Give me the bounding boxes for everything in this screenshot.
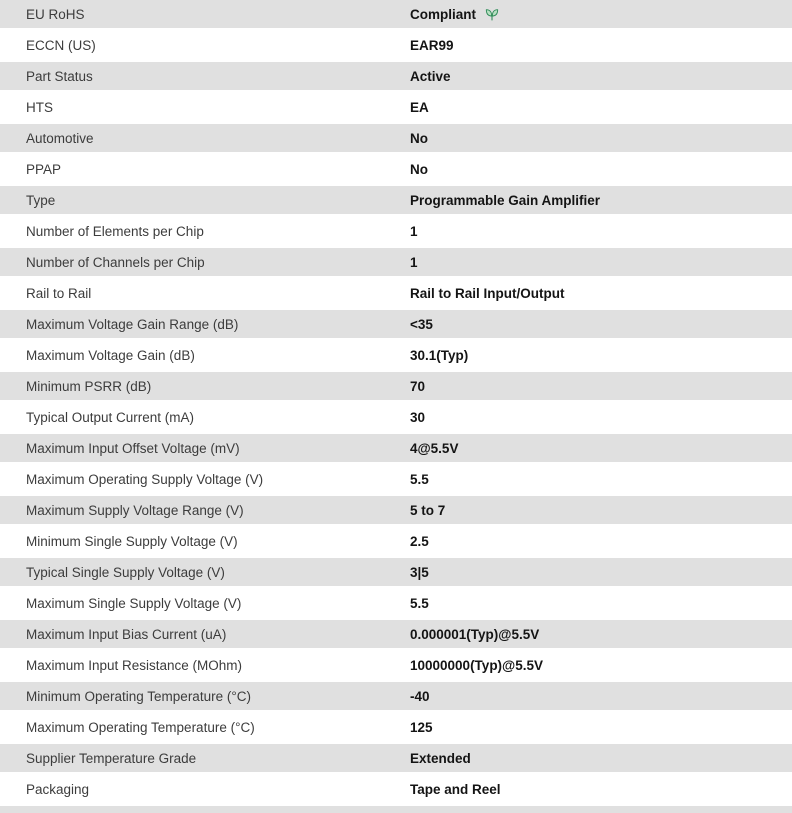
table-row [0, 403, 792, 434]
spec-label: Maximum Input Offset Voltage (mV) [26, 440, 240, 456]
spec-value [410, 348, 792, 363]
spec-value [410, 286, 792, 301]
spec-value-text: Tape and Reel [410, 781, 501, 797]
spec-value [410, 534, 792, 549]
spec-value [410, 255, 792, 270]
spec-value [410, 689, 792, 704]
spec-value-text: 10000000(Typ)@5.5V [410, 657, 543, 673]
spec-value-text: 4@5.5V [410, 440, 459, 456]
spec-value-text: Rail to Rail Input/Output [410, 285, 565, 301]
spec-value [410, 69, 792, 84]
spec-value-text: EAR99 [410, 37, 454, 53]
spec-value [410, 6, 792, 22]
spec-label: EU RoHS [26, 6, 85, 22]
spec-value-text: 1 [410, 254, 418, 270]
spec-value [410, 565, 792, 580]
table-row [0, 682, 792, 713]
table-row [0, 558, 792, 589]
spec-value-text: 5.5 [410, 595, 429, 611]
spec-value-text: No [410, 130, 428, 146]
table-row [0, 31, 792, 62]
spec-label: ECCN (US) [26, 37, 96, 53]
table-row [0, 527, 792, 558]
spec-value-text: 0.000001(Typ)@5.5V [410, 626, 540, 642]
spec-label: Supplier Temperature Grade [26, 750, 197, 766]
spec-label: Maximum Single Supply Voltage (V) [26, 595, 242, 611]
table-row [0, 124, 792, 155]
spec-value-text: 125 [410, 719, 433, 735]
spec-value [410, 596, 792, 611]
spec-value [410, 627, 792, 642]
table-row [0, 341, 792, 372]
table-row [0, 465, 792, 496]
table-row [0, 93, 792, 124]
spec-label: Maximum Input Resistance (MOhm) [26, 657, 243, 673]
spec-label: Maximum Supply Voltage Range (V) [26, 502, 244, 518]
spec-label: Maximum Voltage Gain Range (dB) [26, 316, 239, 332]
spec-value [410, 162, 792, 177]
spec-value [410, 317, 792, 332]
spec-label: Number of Channels per Chip [26, 254, 205, 270]
spec-label: Minimum PSRR (dB) [26, 378, 152, 394]
spec-value-text: 1 [410, 223, 418, 239]
table-row [0, 620, 792, 651]
table-row [0, 496, 792, 527]
spec-label: PPAP [26, 161, 62, 177]
table-row [0, 155, 792, 186]
spec-value [410, 782, 792, 797]
spec-label: Minimum Single Supply Voltage (V) [26, 533, 238, 549]
spec-label: Typical Single Supply Voltage (V) [26, 564, 225, 580]
spec-value-text: -40 [410, 688, 430, 704]
table-row [0, 651, 792, 682]
spec-value [410, 410, 792, 425]
spec-value [410, 38, 792, 53]
spec-value-text: 5.5 [410, 471, 429, 487]
spec-value [410, 503, 792, 518]
spec-value-text: 30.1(Typ) [410, 347, 469, 363]
spec-value [410, 224, 792, 239]
table-row [0, 0, 792, 31]
spec-value [410, 720, 792, 735]
spec-value-text: Compliant [410, 6, 476, 22]
spec-label: Number of Elements per Chip [26, 223, 204, 239]
spec-value [410, 379, 792, 394]
table-row [0, 310, 792, 341]
spec-value-text: 5 to 7 [410, 502, 446, 518]
spec-value-text: EA [410, 99, 429, 115]
table-row [0, 589, 792, 620]
spec-value [410, 472, 792, 487]
spec-value [410, 751, 792, 766]
spec-label: Maximum Operating Temperature (°C) [26, 719, 255, 735]
leaf-icon [484, 6, 500, 22]
table-row [0, 775, 792, 806]
spec-value-text: 30 [410, 409, 426, 425]
table-row [0, 713, 792, 744]
spec-value-text: No [410, 161, 428, 177]
spec-value [410, 100, 792, 115]
spec-label: Maximum Voltage Gain (dB) [26, 347, 195, 363]
spec-label: Packaging [26, 781, 90, 797]
table-row [0, 186, 792, 217]
spec-value-text: 3|5 [410, 564, 429, 580]
table-row [0, 279, 792, 310]
table-row [0, 744, 792, 775]
spec-value-text: Extended [410, 750, 471, 766]
spec-value [410, 193, 792, 208]
spec-value-text: 70 [410, 378, 426, 394]
table-row-partial [0, 806, 792, 813]
spec-label: Automotive [26, 130, 94, 146]
spec-label: Typical Output Current (mA) [26, 409, 195, 425]
table-row [0, 372, 792, 403]
spec-value-text: Active [410, 68, 451, 84]
spec-value [410, 131, 792, 146]
spec-label: Rail to Rail [26, 285, 92, 301]
spec-value-text: 2.5 [410, 533, 429, 549]
table-row [0, 434, 792, 465]
spec-value-text: <35 [410, 316, 433, 332]
table-row [0, 62, 792, 93]
spec-label: HTS [26, 99, 53, 115]
spec-label: Maximum Operating Supply Voltage (V) [26, 471, 264, 487]
spec-value [410, 658, 792, 673]
table-row [0, 217, 792, 248]
spec-label: Minimum Operating Temperature (°C) [26, 688, 251, 704]
table-row [0, 248, 792, 279]
spec-label: Maximum Input Bias Current (uA) [26, 626, 227, 642]
spec-value [410, 441, 792, 456]
spec-label: Type [26, 192, 56, 208]
spec-value-text: Programmable Gain Amplifier [410, 192, 601, 208]
spec-label: Part Status [26, 68, 93, 84]
